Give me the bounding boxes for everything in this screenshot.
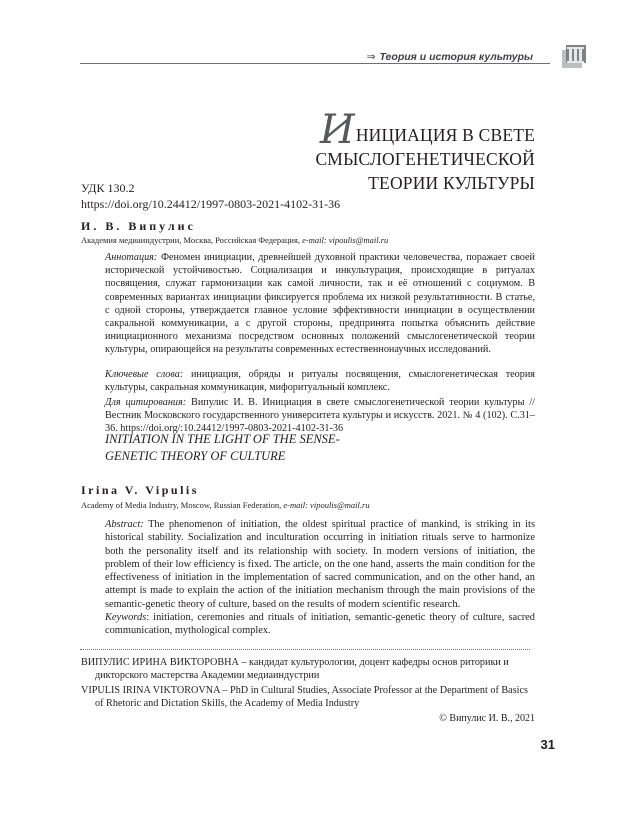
affiliation-ru (81, 235, 388, 245)
keywords-ru (105, 368, 535, 394)
keywords-label-en: Keywords (105, 612, 147, 623)
article-title-en (105, 431, 445, 465)
column-logo-icon (560, 41, 588, 71)
header-rule (80, 63, 550, 64)
abstract-text-en: The phenomenon of initiation, the oldest spiritual practice of mankind, is striking in its historical stability. Socialization and inculturation occurring in initiation rituals serve to harmonize both the personality itself and its relationship with society. In modern versions of initiation, the problem of their low efficiency is fixed. The article, on the one hand, asserts the main condition for the effectiveness of initiation in the implementation of sacred communication, and on the other hand, an attempt is made to explain the action of the initiation mechanism through the main provisions of the semantic-genetic theory of culture, based on the results of modern scientific research. (105, 519, 535, 610)
author-name-en: Irina V. Vipulis (81, 483, 199, 497)
section-divider (80, 649, 530, 650)
email-link-ru[interactable]: e-mail: vipoulis@mail.ru (302, 235, 389, 245)
udk-code: УДК 130.2 (81, 181, 135, 195)
author-bio-en: VIPULIS IRINA VIKTOROVNA – PhD in Cultural Studies, Associate Professor at the Department of Basics of Rhetoric and Dictation Skills, the Academy of Media Industry (81, 685, 528, 710)
citation-ru (105, 396, 535, 436)
section-title: Теория и история культуры (379, 51, 533, 63)
title-line-2: ТЕОРИИ КУЛЬТУРЫ (368, 173, 535, 193)
title-en-line-1: INITIATION IN THE LIGHT OF THE SENSE- (105, 432, 340, 446)
page-number: 31 (540, 737, 555, 752)
keywords-text-en: : initiation, ceremonies and rituals of initiation, semantic-genetic theory of culture, sacred communication, mythological complex. (105, 612, 535, 637)
abstract-en (105, 518, 535, 611)
affiliation-en (81, 500, 370, 510)
abstract-ru (105, 251, 535, 357)
title-en-line-2: GENETIC THEORY OF CULTURE (105, 449, 286, 463)
citation-text-ru: Випулис И. В. Инициация в свете смыслогенетической теории культуры // Вестник Московского государственного университета культуры и искусств. 2021. № 4 (102). С.31–36. https://doi.org/:10.24412/1997-0803-2021-4102-31-36 (105, 397, 535, 435)
keywords-text-ru: инициация, обряды и ритуалы посвящения, смыслогенетическая теория культуры, сакральная коммуникация, мифоритуальный комплекс. (105, 369, 535, 394)
author-name-ru: И. В. Випулис (81, 219, 196, 233)
abstract-label-ru: Аннотация: (105, 252, 158, 263)
article-title (135, 107, 535, 195)
email-link-en[interactable]: e-mail: vipoulis@mail.ru (283, 500, 370, 510)
author-bio-ru: ВИПУЛИС ИРИНА ВИКТОРОВНА – кандидат культурологии, доцент кафедры основ риторики и дикторского мастерства Академии медиаиндустрии (81, 657, 509, 682)
keywords-label-ru: Ключевые слова: (105, 369, 184, 380)
doi-link[interactable]: https://doi.org/10.24412/1997-0803-2021-4102-31-36 (81, 197, 341, 211)
citation-label-ru: Для цитирования: (105, 397, 187, 408)
keywords-en (105, 611, 535, 638)
affiliation-text-en: Academy of Media Industry, Moscow, Russian Federation, (81, 500, 282, 510)
arrow-icon: ⇒ (366, 51, 376, 63)
title-initial: И (319, 107, 355, 153)
copyright-notice: © Випулис И. В., 2021 (439, 713, 535, 724)
affiliation-text-ru: Академия медиаиндустрии, Москва, Российская Федерация, (81, 235, 300, 245)
abstract-text-ru: Феномен инициации, древнейшей духовной практики человечества, поражает своей исторической устойчивостью. Социализация и инкультурация, происходящие в ритуалах посвящения, служат гармонизации как самой личности, так и её отношений с социумом. В современных вариантах инициации фиксируется проблема их низкой результативности. В статье, с одной стороны, утверждается главное условие эффективности инициации в осуществлении сакральной коммуникации, а с другой стороны, предпринята попытка объяснить действие инициационного механизма посредством основных положений смыслогенетической теории культуры, опирающейся на результаты современных естественнонаучных исследований. (105, 252, 535, 356)
title-line-1: НИЦИАЦИЯ В СВЕТЕ СМЫСЛОГЕНЕТИЧЕСКОЙ (315, 125, 535, 169)
abstract-label-en: Abstract: (105, 519, 144, 530)
running-header (367, 51, 533, 63)
